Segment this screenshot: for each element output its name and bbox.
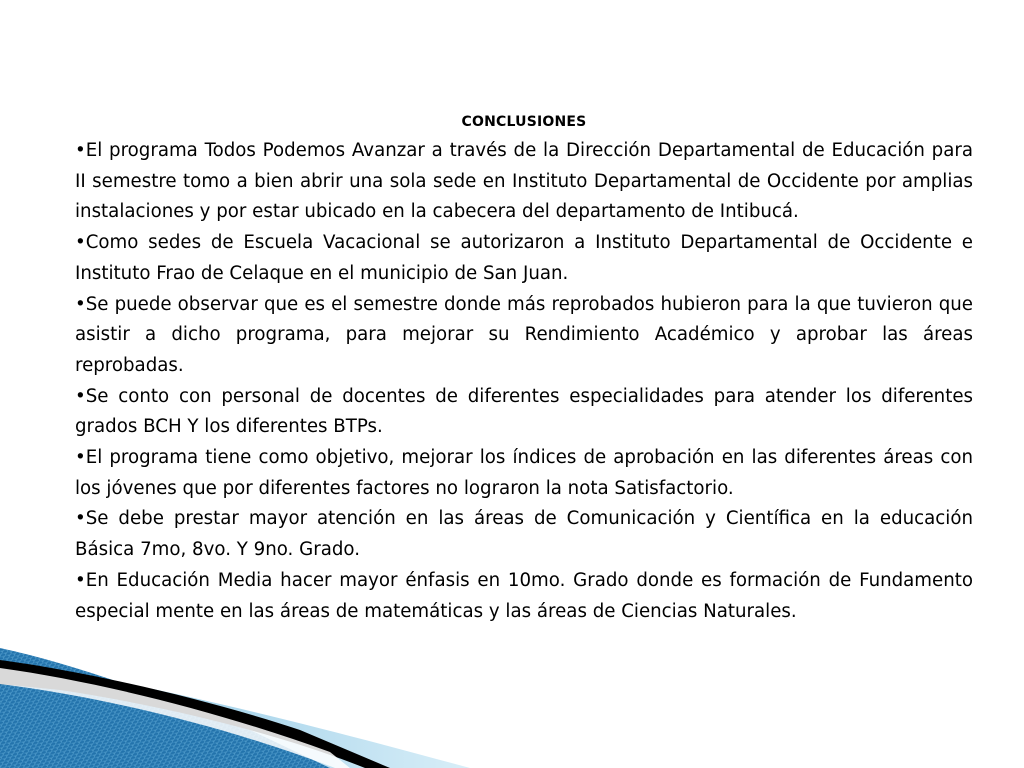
bullet-item-6: •Se debe prestar mayor atención en las áreas de Comunicación y Científica en la educación Básica 7mo, 8vo. Y 9no. Grado.	[75, 508, 973, 561]
conclusions-body	[75, 136, 973, 627]
bullet-item-2: •Como sedes de Escuela Vacacional se autorizaron a Instituto Departamental de Occidente e Instituto Frao de Celaque en el municipio de San Juan.	[75, 232, 973, 284]
bullet-item-1: •El programa Todos Podemos Avanzar a través de la Dirección Departamental de Educación para II semestre tomo a bien abrir una sola sede en Instituto Departamental de Occidente por amplias instalaciones y por estar ubicado en la cabecera del departamento de Intibucá.	[75, 140, 973, 223]
bullet-item-5: •El programa tiene como objetivo, mejorar los índices de aprobación en las diferentes áreas con los jóvenes que por diferentes factores no lograron la nota Satisfactorio.	[75, 447, 973, 499]
slide-title: CONCLUSIONES	[461, 114, 587, 130]
bullet-item-7: •En Educación Media hacer mayor énfasis en 10mo. Grado donde es formación de Fundamento especial mente en las áreas de matemáticas y las áreas de Ciencias Naturales.	[75, 569, 973, 622]
bullet-item-4: •Se conto con personal de docentes de diferentes especialidades para atender los diferentes grados BCH Y los diferentes BTPs.	[75, 385, 973, 438]
bullet-item-3: •Se puede observar que es el semestre donde más reprobados hubieron para la que tuvieron que asistir a dicho programa, para mejorar su Rendimiento Académico y aprobar las áreas reprobadas.	[75, 293, 973, 376]
